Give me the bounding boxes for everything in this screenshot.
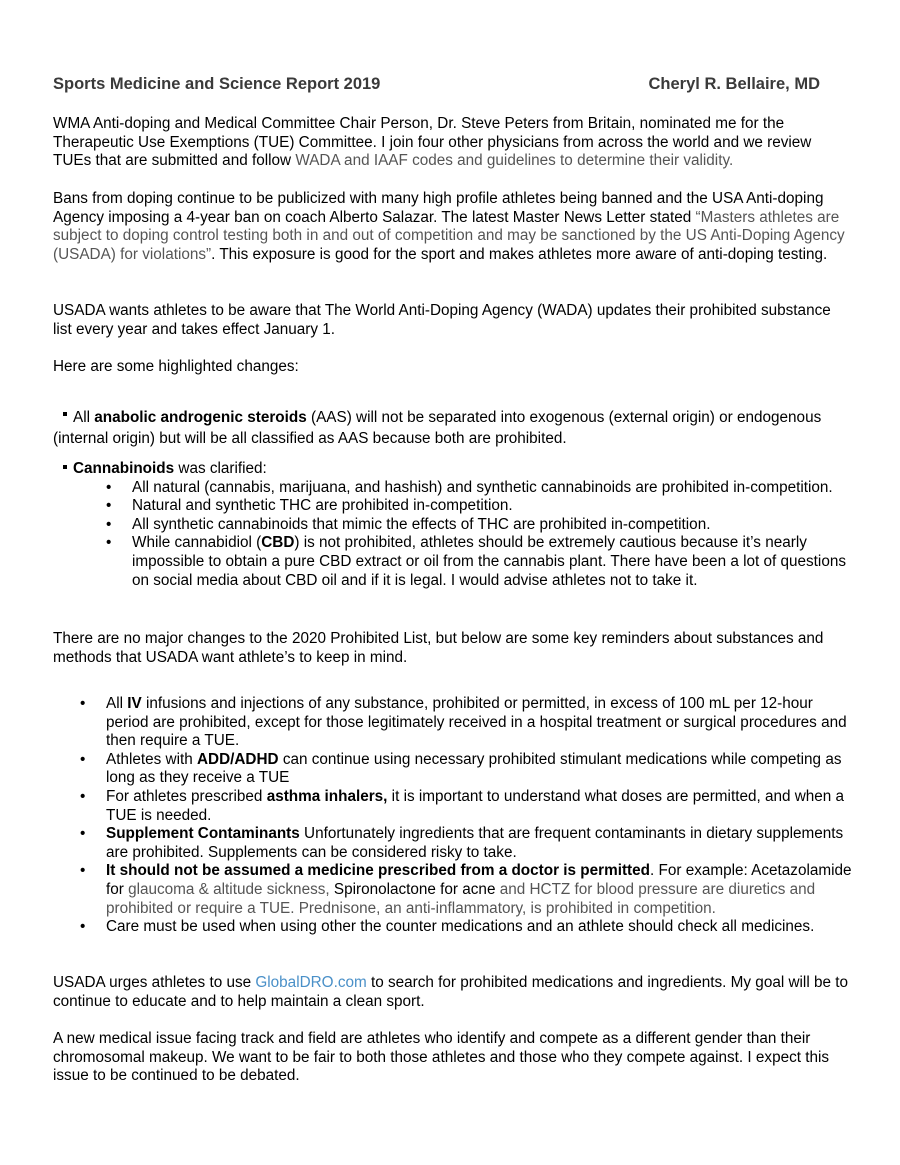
- list-item-iv: [53, 695, 853, 751]
- cannabinoids-list: [53, 479, 853, 591]
- square-bullet-icon: [63, 465, 67, 469]
- cannabinoids-bold: Cannabinoids: [73, 460, 175, 477]
- asthma-post: it is important to understand what doses are permitted, and when a TUE is needed.: [106, 787, 845, 824]
- cbd-pre: While cannabidiol (: [132, 534, 262, 552]
- list-item: • Natural and synthetic THC are prohibited in-competition.: [53, 497, 853, 516]
- list-item-otc: • Care must be used when using other the counter medications and an athlete should check all medicines.: [53, 918, 853, 937]
- list-item-adhd: [53, 751, 853, 788]
- paragraph-highlights-intro: Here are some highlighted changes:: [53, 358, 299, 375]
- list-item-asthma: [53, 788, 853, 825]
- iv-pre: All: [106, 695, 128, 712]
- paragraph-tue-committee: [53, 115, 853, 171]
- rx-d: and HCTZ for blood pressure are diuretics and prohibited or require a TUE. Prednisone, an anti-inflammatory, is prohibited in competition.: [106, 880, 816, 917]
- item-cannabinoids: [53, 460, 853, 590]
- reminders-list: [53, 695, 853, 937]
- adhd-post: can continue using necessary prohibited stimulant medications while competing as long as they receive a TUE: [106, 750, 842, 787]
- square-bullet-icon: [63, 412, 67, 416]
- p6-text-end: to search for prohibited medications and ingredients. My goal will be to continue to educate and to help maintain a clean sport.: [53, 974, 848, 1010]
- rx-a: . For example: Acetazolamide for: [106, 862, 852, 898]
- cbd-bold: CBD: [261, 534, 295, 552]
- paragraph-gender-issue: A new medical issue facing track and field are athletes who identify and compete as a different gender than their chromosomal makeup. We want to be fair to both those athletes and those who they compete against. I expect this issue to be continued to be debated.: [53, 1030, 830, 1085]
- supp-post: Unfortunately ingredients that are frequent contaminants in dietary supplements are prohibited. Supplements can be considered risky to take.: [106, 825, 844, 861]
- report-title: Sports Medicine and Science Report 2019: [53, 75, 381, 93]
- adhd-bold: ADD/ADHD: [196, 750, 279, 768]
- adhd-pre: Athletes with: [106, 750, 197, 768]
- p2-quote: “Masters athletes are subject to doping control testing both in and out of competition and may be sanctioned by the US Anti-Doping Agency (USADA) for violations”: [53, 208, 845, 263]
- report-author: Cheryl R. Bellaire, MD: [648, 75, 820, 93]
- list-item-prescribed: [53, 862, 853, 918]
- paragraph-doping-bans: [53, 190, 853, 264]
- rx-b: glaucoma & altitude sickness,: [128, 880, 334, 898]
- rx-c: Spironolactone for acne: [333, 880, 496, 898]
- p1-gray-text: WADA and IAAF codes and guidelines to determine their validity.: [295, 152, 734, 170]
- paragraph-globaldro: [53, 974, 853, 1011]
- paragraph-2020-list: There are no major changes to the 2020 Prohibited List, but below are some key reminders about substances and methods that USADA want athlete’s to keep in mind.: [53, 630, 824, 666]
- list-item: • All synthetic cannabinoids that mimic the effects of THC are prohibited in-competition.: [53, 516, 853, 535]
- asthma-pre: For athletes prescribed: [106, 787, 267, 805]
- item-aas: [53, 407, 853, 449]
- aas-pre: All: [73, 409, 95, 426]
- cbd-post: ) is not prohibited, athletes should be extremely cautious because it’s nearly impossible to obtain a pure CBD extract or oil from the cannabis plant. There have been a lot of questions on social media about CBD oil and if it is legal. I would advise athletes not to take it.: [132, 534, 846, 589]
- aas-bold: anabolic androgenic steroids: [94, 409, 307, 426]
- aas-post: (AAS) will not be separated into exogenous (external origin) or endogenous (internal origin) but will be all classified as AAS because both are prohibited.: [53, 409, 822, 447]
- p2-text: Bans from doping continue to be publicized with many high profile athletes being banned and the USA Anti-doping Agency imposing a 4-year ban on coach Alberto Salazar. The latest Master News Letter stated: [53, 190, 824, 226]
- supp-bold: Supplement Contaminants: [106, 825, 300, 843]
- iv-post: infusions and injections of any substance, prohibited or permitted, in excess of 100 mL per 12-hour period are prohibited, except for those legitimately received in a hospital treatment or surgical procedures and then require a TUE.: [106, 695, 847, 750]
- list-item-supplements: [53, 825, 853, 862]
- asthma-bold: asthma inhalers,: [266, 787, 388, 805]
- rx-bold: It should not be assumed a medicine prescribed from a doctor is permitted: [106, 862, 651, 880]
- p1-text: WMA Anti-doping and Medical Committee Chair Person, Dr. Steve Peters from Britain, nominated me for the Therapeutic Use Exemptions (TUE) Committee. I join four other physicians from across the world and we review TUEs that are submitted and follow: [53, 115, 812, 170]
- globaldro-link[interactable]: GlobalDRO.com: [255, 974, 367, 991]
- p6-text: USADA urges athletes to use: [53, 974, 256, 991]
- cannabinoids-post: was clarified:: [174, 460, 267, 477]
- p2-text-end: . This exposure is good for the sport and makes athletes more aware of anti-doping testing.: [211, 245, 828, 263]
- cannabinoids-heading: [53, 460, 853, 479]
- list-item-cbd: [53, 534, 853, 590]
- iv-bold: IV: [127, 695, 142, 712]
- list-item: • All natural (cannabis, marijuana, and hashish) and synthetic cannabinoids are prohibited in-competition.: [53, 479, 853, 498]
- paragraph-wada-list: USADA wants athletes to be aware that The World Anti-Doping Agency (WADA) updates their prohibited substance list every year and takes effect January 1.: [53, 302, 831, 338]
